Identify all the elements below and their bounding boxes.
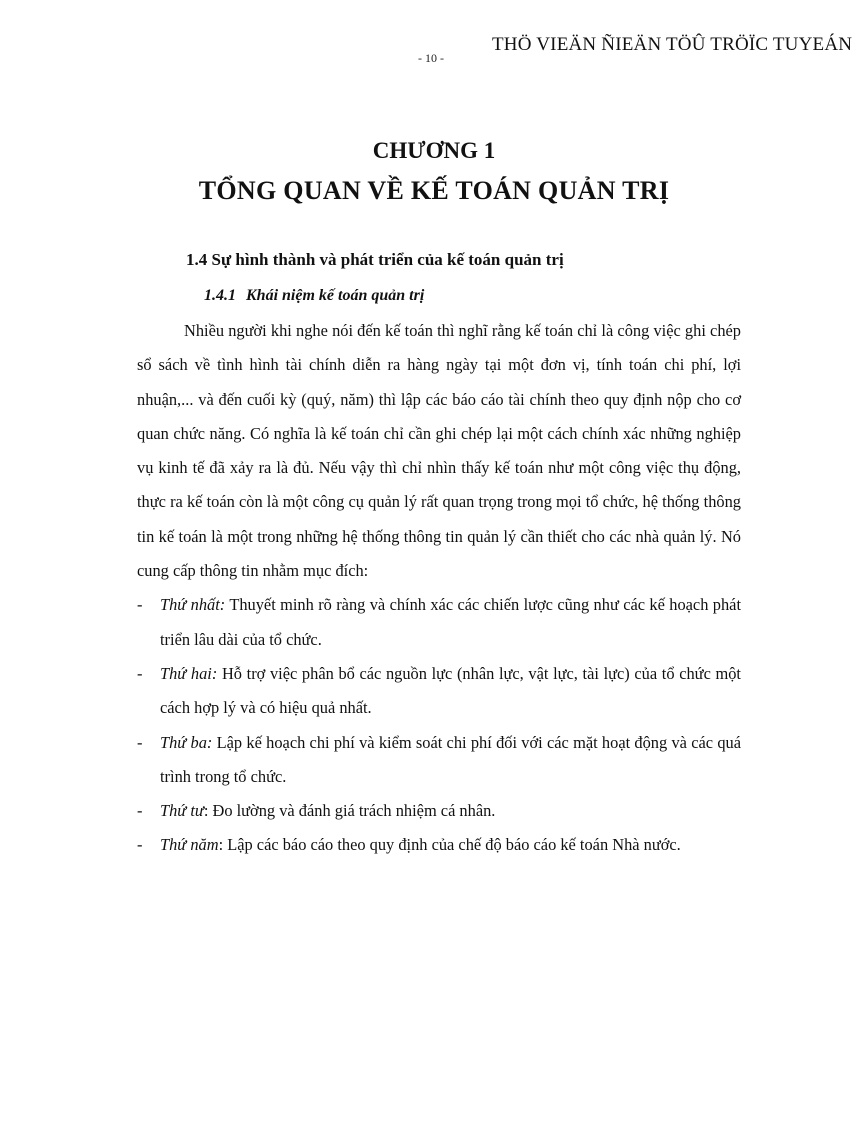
intro-paragraph: Nhiều người khi nghe nói đến kế toán thì nghĩ rằng kế toán chỉ là công việc ghi chép sổ sách về tình hình tài chính diễn ra hàng ngày tại một đơn vị, tính toán chi phí, lợi nhuận,... và đến cuối kỳ (quý, năm) thì lập các báo cáo tài chính theo quy định nộp cho cơ quan chức năng. Có nghĩa là kế toán chỉ cần ghi chép lại một cách chính xác những nghiệp vụ kinh tế đã xảy ra là đủ. Nếu vậy thì chỉ nhìn thấy kế toán như một công việc thụ động, thực ra kế toán còn là một công cụ quản lý rất quan trọng trong mọi tổ chức, hệ thống thông tin kế toán là một trong những hệ thống thông tin quản lý cần thiết cho các nhà quản lý. Nó cung cấp thông tin nhằm mục đích:: [137, 321, 741, 581]
bullet-dash: -: [137, 732, 143, 752]
bullet-text: : Lập các báo cáo theo quy định của chế độ báo cáo kế toán Nhà nước.: [218, 835, 681, 855]
body-text: [137, 314, 741, 863]
list-item: [137, 588, 741, 657]
bullet-text: Hỗ trợ việc phân bổ các nguồn lực (nhân lực, vật lực, tài lực) của tổ chức một cách hợp lý và có hiệu quả nhất.: [160, 663, 741, 718]
site-watermark: THÖ VIEÄN ÑIEÄN TÖÛ TRÖÏC TUYEÁN: [492, 34, 853, 55]
list-item: [137, 726, 741, 795]
subsection-heading: [204, 287, 424, 305]
list-item: [137, 794, 741, 828]
list-item: [137, 657, 741, 726]
bullet-dash: -: [137, 801, 143, 821]
subsection-title: Khái niệm kế toán quản trị: [246, 287, 425, 304]
bullet-text: Lập kế hoạch chi phí và kiểm soát chi phí đối với các mặt hoạt động và các quá trình trong tổ chức.: [160, 732, 741, 786]
bullet-lead: Thứ nhất:: [160, 595, 226, 615]
chapter-title: TỔNG QUAN VỀ KẾ TOÁN QUẢN TRỊ: [198, 176, 670, 205]
bullet-dash: -: [137, 835, 143, 855]
bullet-lead: Thứ tư: [160, 801, 204, 821]
section-heading: 1.4 Sự hình thành và phát triển của kế toán quản trị: [186, 250, 564, 269]
bullet-lead: Thứ hai:: [160, 663, 218, 683]
bullet-dash: -: [137, 595, 143, 615]
page-number: - 10 -: [418, 51, 444, 65]
subsection-number: 1.4.1: [204, 287, 236, 304]
purpose-list: [137, 588, 741, 862]
bullet-text: Thuyết minh rõ ràng và chính xác các chiến lược cũng như các kế hoạch phát triển lâu dài của tổ chức.: [160, 595, 741, 649]
bullet-text: : Đo lường và đánh giá trách nhiệm cá nhân.: [203, 801, 496, 821]
bullet-lead: Thứ năm: [160, 835, 219, 855]
bullet-dash: -: [137, 663, 143, 683]
list-item: [137, 828, 741, 862]
chapter-label: CHƯƠNG 1: [372, 138, 496, 163]
bullet-lead: Thứ ba:: [160, 732, 213, 752]
